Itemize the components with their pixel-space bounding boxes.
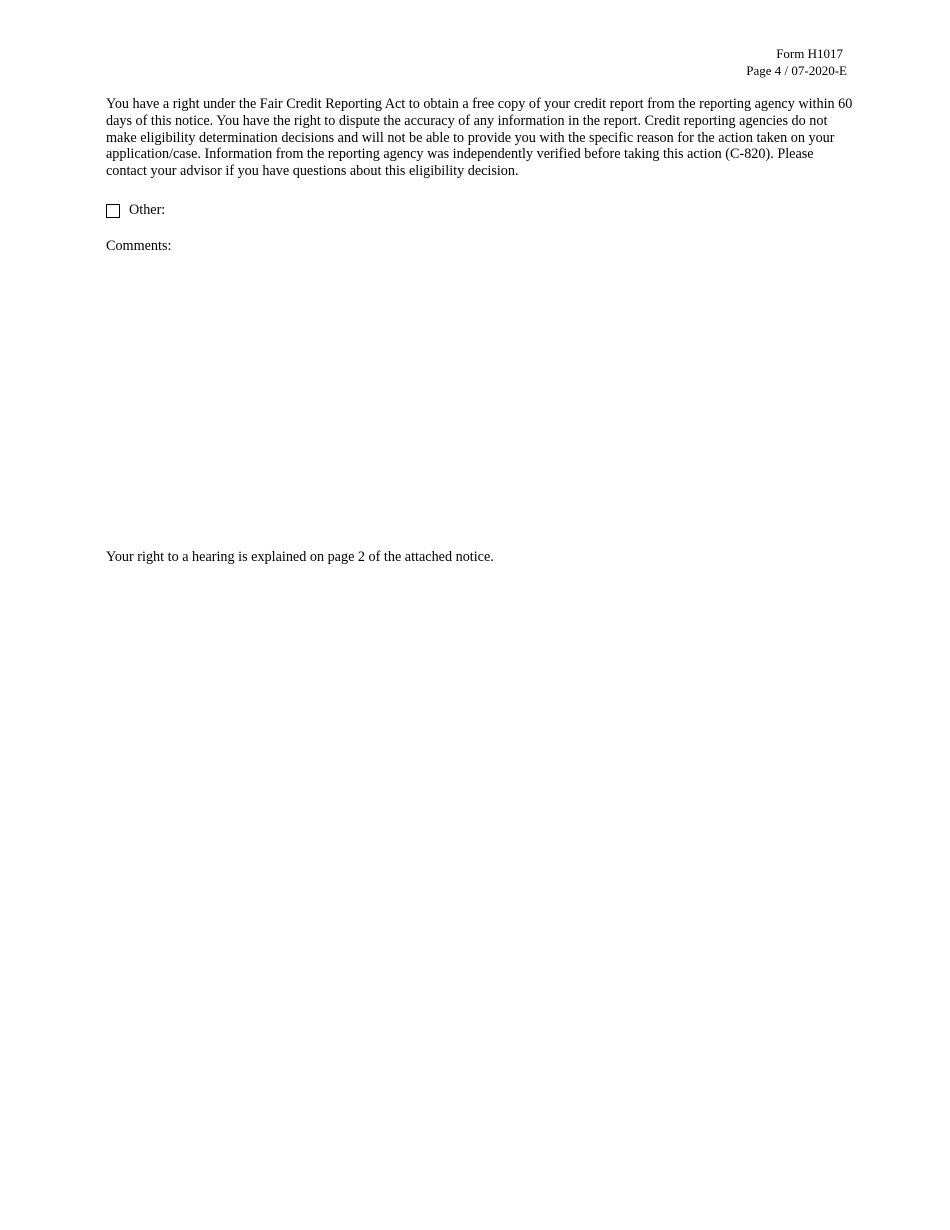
comments-field[interactable] (106, 258, 846, 538)
other-checkbox[interactable] (106, 204, 120, 218)
form-number: Form H1017 (776, 46, 843, 61)
hearing-notice: Your right to a hearing is explained on page 2 of the attached notice. (106, 549, 494, 565)
other-option-row (106, 202, 165, 219)
fcra-notice-paragraph: You have a right under the Fair Credit Reporting Act to obtain a free copy of your credit report from the reporting agency within 60 days of this notice. You have the right to dispute the accuracy of any information in the report. Credit reporting agencies do not make eligibility determination decisions and will not be able to provide you with the specific reason for the action taken on your application/case. Information from the reporting agency was independently verified before taking this action (C-820). Please contact your advisor if you have questions about this eligibility decision. (106, 96, 853, 180)
other-label: Other: (129, 202, 166, 218)
form-header (746, 45, 847, 79)
page-info: Page 4 / 07-2020-E (746, 63, 847, 78)
comments-label: Comments: (106, 238, 172, 254)
